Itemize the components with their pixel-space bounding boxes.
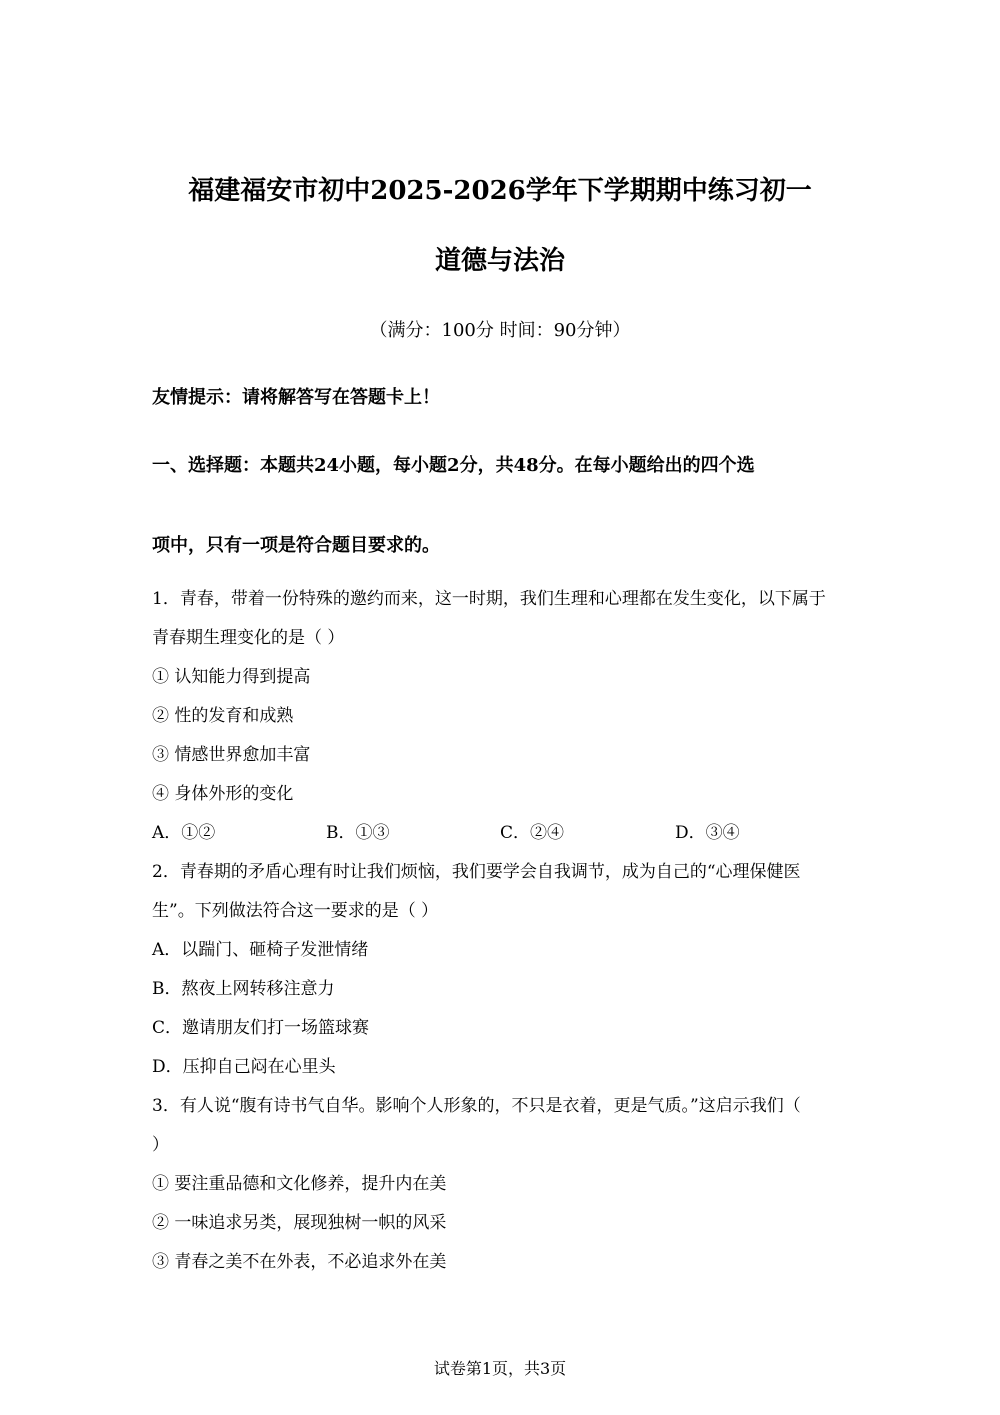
- question-3-stem: 3．有人说“腹有诗书气自华。影响个人形象的，不只是衣着，更是气质。”这启示我们（: [152, 1096, 801, 1116]
- question-1-stem-cont: 青春期生理变化的是（ ）: [152, 628, 345, 648]
- option-a: A．①②: [152, 823, 216, 843]
- option-c: C．②④: [500, 823, 565, 843]
- question-1-item: ③ 情感世界愈加丰富: [152, 745, 311, 765]
- option-b: B．①③: [326, 823, 390, 843]
- question-1-stem: 1．青春，带着一份特殊的邀约而来，这一时期，我们生理和心理都在发生变化，以下属于: [152, 589, 826, 609]
- question-1-item: ① 认知能力得到提高: [152, 667, 311, 687]
- page-footer: 试卷第1页，共3页: [433, 1359, 567, 1378]
- exam-title: 福建福安市初中2025-2026学年下学期期中练习初一: [188, 176, 812, 206]
- subject-title: 道德与法治: [434, 246, 565, 276]
- question-3-item: ① 要注重品德和文化修养，提升内在美: [152, 1174, 447, 1194]
- notice-text: 友情提示：请将解答写在答题卡上！: [152, 387, 440, 408]
- question-3-item: ③ 青春之美不在外表，不必追求外在美: [152, 1252, 447, 1272]
- option-d: D．③④: [675, 823, 740, 843]
- question-1-item: ④ 身体外形的变化: [152, 784, 294, 804]
- exam-info: （满分：100分 时间：90分钟）: [369, 320, 631, 341]
- question-2-option-c: C．邀请朋友们打一场篮球赛: [152, 1018, 370, 1038]
- section-heading: 一、选择题：本题共24小题，每小题2分，共48分。在每小题给出的四个选: [152, 455, 755, 476]
- section-heading-cont: 项中，只有一项是符合题目要求的。: [152, 535, 440, 556]
- question-2-stem-cont: 生”。下列做法符合这一要求的是（ ）: [152, 901, 439, 921]
- question-1-item: ② 性的发育和成熟: [152, 706, 294, 726]
- question-2-option-d: D．压抑自己闷在心里头: [152, 1057, 336, 1077]
- question-3-stem-cont: ）: [152, 1135, 169, 1155]
- question-2-stem: 2．青春期的矛盾心理有时让我们烦恼，我们要学会自我调节，成为自己的“心理保健医: [152, 862, 801, 882]
- question-1-options: [152, 818, 852, 843]
- question-2-option-a: A．以踹门、砸椅子发泄情绪: [152, 940, 369, 960]
- question-3-item: ② 一味追求另类，展现独树一帜的风采: [152, 1213, 447, 1233]
- question-2-option-b: B．熬夜上网转移注意力: [152, 979, 335, 999]
